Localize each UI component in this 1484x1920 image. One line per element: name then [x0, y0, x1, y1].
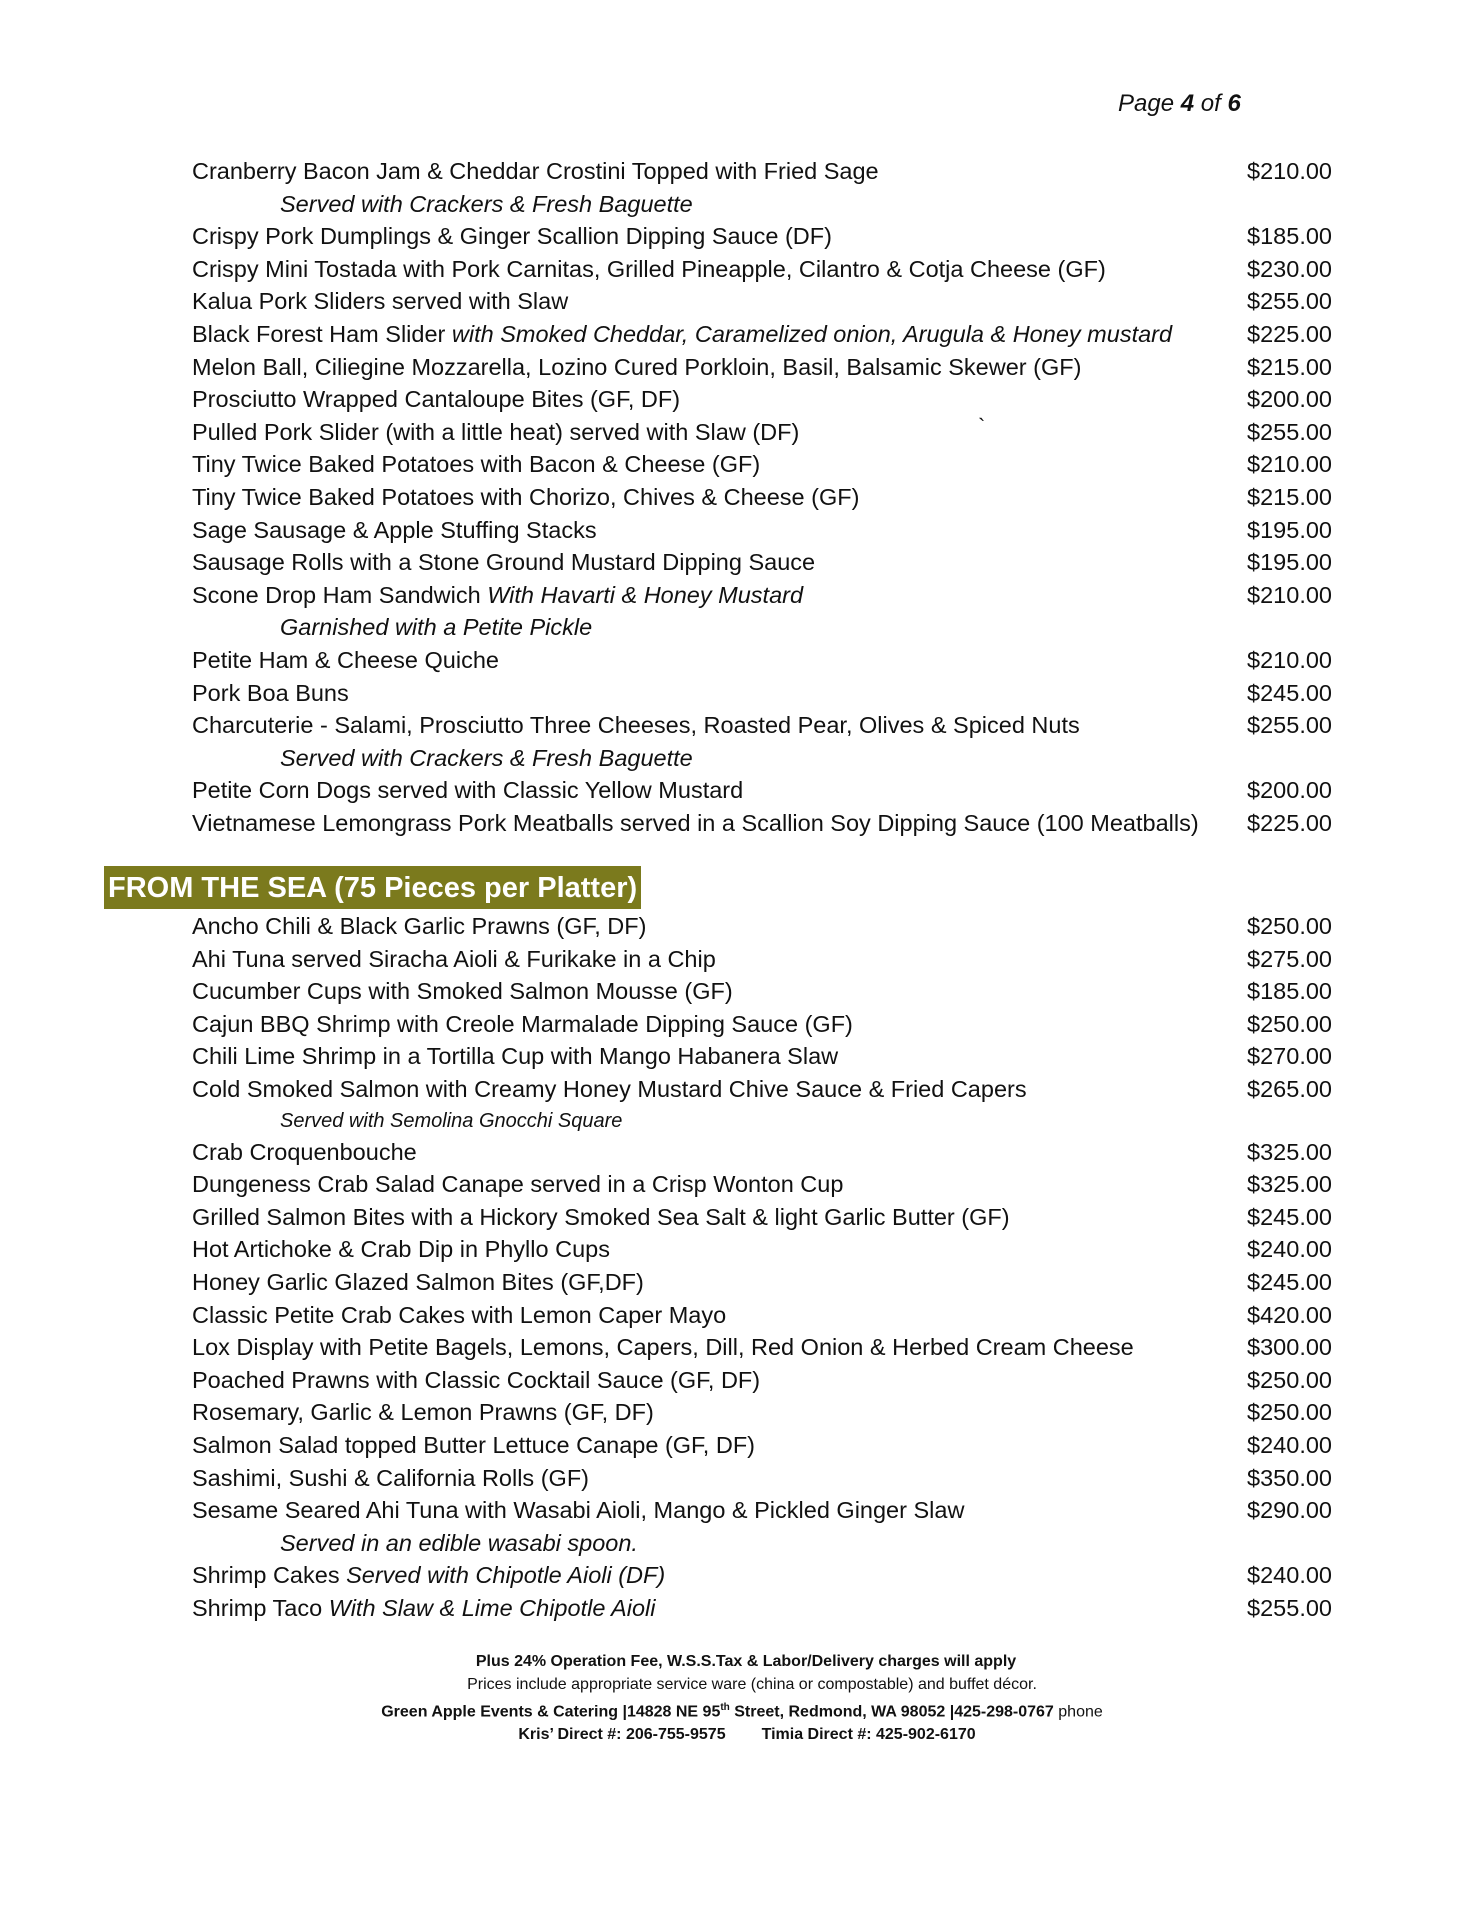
menu-item-note: [192, 188, 1332, 221]
menu-item-description: With Slaw & Lime Chipotle Aioli: [328, 1594, 656, 1621]
menu-item-title: Ancho Chili & Black Garlic Prawns (GF, DF): [192, 913, 647, 939]
menu-item-note-text: Garnished with a Petite Pickle: [280, 614, 593, 641]
menu-item-name: [192, 807, 1199, 840]
menu-item-name: [192, 546, 815, 579]
menu-item: [192, 644, 1332, 677]
menu-item: [192, 910, 1332, 943]
menu-item: [192, 1136, 1332, 1169]
menu-item-note: [192, 611, 1332, 644]
menu-item-price: $200.00: [1247, 777, 1332, 804]
menu-item-title: Shrimp Cakes: [192, 1562, 347, 1589]
footer-address-a: Green Apple Events & Catering |14828 NE 95: [381, 1703, 721, 1721]
menu-item: [192, 1040, 1332, 1073]
footer-direct-lines: [0, 1723, 1484, 1746]
menu-item-title: Melon Ball, Ciliegine Mozzarella, Lozino Cured Porkloin, Basil, Balsamic Skewer (GF): [192, 353, 1082, 380]
section-header-from-the-sea: FROM THE SEA (75 Pieces per Platter): [104, 866, 641, 909]
menu-item-price: $255.00: [1247, 418, 1332, 445]
menu-item-name: [192, 677, 349, 710]
menu-item-title: Pork Boa Buns: [192, 679, 349, 706]
menu-item-price: $325.00: [1247, 1171, 1332, 1198]
menu-item-name: [192, 1429, 755, 1462]
menu-item: [192, 774, 1332, 807]
menu-item-price: $240.00: [1247, 1431, 1332, 1458]
menu-item-name: [192, 1592, 655, 1625]
menu-item-title: Scone Drop Ham Sandwich: [192, 581, 488, 608]
menu-item-note: [192, 742, 1332, 775]
menu-item-price: $250.00: [1247, 1366, 1332, 1393]
menu-item-price: $290.00: [1247, 1497, 1332, 1524]
menu-item-price: $225.00: [1247, 809, 1332, 836]
menu-item-title: Crispy Mini Tostada with Pork Carnitas, Grilled Pineapple, Cilantro & Cotja Cheese (GF): [192, 255, 1106, 282]
footer-serviceware: Prices include appropriate service ware (china or compostable) and buffet décor.: [467, 1676, 1037, 1693]
menu-item-price: $200.00: [1247, 386, 1332, 413]
menu-item-title: Sausage Rolls with a Stone Ground Mustard Dipping Sauce: [192, 549, 816, 576]
menu-item-price: $255.00: [1247, 712, 1332, 739]
menu-item-title: Hot Artichoke & Crab Dip in Phyllo Cups: [192, 1236, 610, 1263]
menu-item-price: $275.00: [1247, 945, 1332, 972]
menu-item-note-text: Served in an edible wasabi spoon.: [280, 1529, 638, 1556]
menu-item: [192, 416, 1332, 449]
menu-item-name: [192, 1040, 838, 1073]
menu-item-name: [192, 1364, 760, 1397]
menu-item: [192, 448, 1332, 481]
menu-item-price: $250.00: [1247, 913, 1332, 939]
menu-item-title: Prosciutto Wrapped Cantaloupe Bites (GF, DF): [192, 386, 681, 413]
menu-item-price: $245.00: [1247, 679, 1332, 706]
menu-item-title: Sashimi, Sushi & California Rolls (GF): [192, 1464, 589, 1491]
menu-item: [192, 1201, 1332, 1234]
menu-item-title: Lox Display with Petite Bagels, Lemons, Capers, Dill, Red Onion & Herbed Cream Cheese: [192, 1334, 1134, 1361]
menu-item-title: Grilled Salmon Bites with a Hickory Smoked Sea Salt & light Garlic Butter (GF): [192, 1203, 1010, 1230]
footer-address-b: Street, Redmond, WA 98052 |425-298-0767: [729, 1703, 1054, 1721]
menu-item-title: Vietnamese Lemongrass Pork Meatballs served in a Scallion Soy Dipping Sauce (100 Meatballs): [192, 809, 1199, 836]
menu-item: [192, 1462, 1332, 1495]
stray-mark: `: [978, 414, 986, 439]
menu-item-title: Cucumber Cups with Smoked Salmon Mousse (GF): [192, 978, 733, 1005]
menu-item-note: [192, 1106, 1332, 1136]
menu-item-title: Pulled Pork Slider (with a little heat) served with Slaw (DF): [192, 418, 800, 445]
menu-item-title: Chili Lime Shrimp in a Tortilla Cup with Mango Habanera Slaw: [192, 1043, 839, 1070]
menu-item: [192, 1429, 1332, 1462]
menu-item-note: [192, 1527, 1332, 1560]
menu-item-title: Cranberry Bacon Jam & Cheddar Crostini Topped with Fried Sage: [192, 158, 879, 184]
footer-address-sup: th: [720, 1702, 730, 1713]
menu-item-name: [192, 383, 680, 416]
menu-item-name: [192, 1073, 1027, 1106]
menu-item-price: $185.00: [1247, 978, 1332, 1005]
menu-item-name: [192, 1136, 417, 1169]
menu-item-title: Sage Sausage & Apple Stuffing Stacks: [192, 516, 597, 543]
menu-item-name: [192, 285, 568, 318]
menu-item: [192, 1592, 1332, 1625]
menu-item-price: $325.00: [1247, 1138, 1332, 1165]
menu-item-name: [192, 481, 859, 514]
menu-item-title: Tiny Twice Baked Potatoes with Chorizo, Chives & Cheese (GF): [192, 483, 860, 510]
menu-item-title: Crab Croquenbouche: [192, 1138, 417, 1165]
menu-item: [192, 1494, 1332, 1527]
menu-item-price: $215.00: [1247, 483, 1332, 510]
pork-menu-list: [192, 155, 1332, 839]
menu-item-note-text: Served with Crackers & Fresh Baguette: [280, 190, 693, 217]
menu-item-price: $420.00: [1247, 1301, 1332, 1328]
menu-item: [192, 318, 1332, 351]
menu-item-price: $245.00: [1247, 1203, 1332, 1230]
menu-item-title: Honey Garlic Glazed Salmon Bites (GF,DF): [192, 1268, 644, 1295]
menu-item-price: $255.00: [1247, 1594, 1332, 1621]
menu-item-name: [192, 253, 1106, 286]
menu-item-title: Sesame Seared Ahi Tuna with Wasabi Aioli, Mango & Pickled Ginger Slaw: [192, 1497, 965, 1524]
menu-item-name: [192, 1168, 843, 1201]
menu-item: [192, 975, 1332, 1008]
menu-item: [192, 546, 1332, 579]
menu-item: [192, 943, 1332, 976]
menu-item-name: [192, 1559, 665, 1592]
menu-item-price: $215.00: [1247, 353, 1332, 380]
page-of: of: [1194, 90, 1228, 117]
menu-item: [192, 1008, 1332, 1041]
menu-item-name: [192, 943, 716, 976]
menu-item: [192, 253, 1332, 286]
menu-item-name: [192, 910, 646, 943]
footer-timia-direct: Timia Direct #: 425-902-6170: [761, 1726, 976, 1744]
menu-item: [192, 285, 1332, 318]
menu-item-price: $230.00: [1247, 255, 1332, 282]
page-number: [1118, 90, 1241, 118]
menu-item-price: $255.00: [1247, 288, 1332, 315]
menu-item-title: Petite Ham & Cheese Quiche: [192, 646, 499, 673]
footer: [0, 1650, 1484, 1746]
menu-item-name: [192, 709, 1080, 742]
menu-item-title: Cajun BBQ Shrimp with Creole Marmalade Dipping Sauce (GF): [192, 1010, 853, 1037]
menu-item: [192, 1559, 1332, 1592]
menu-item-price: $185.00: [1247, 223, 1332, 250]
footer-address: [0, 1696, 1484, 1723]
menu-item: [192, 677, 1332, 710]
menu-item-price: $225.00: [1247, 320, 1332, 347]
menu-item-price: $245.00: [1247, 1268, 1332, 1295]
page-total: 6: [1227, 90, 1241, 117]
menu-item-name: [192, 514, 597, 547]
menu-item-name: [192, 1233, 610, 1266]
menu-item-name: [192, 416, 799, 449]
menu-item-title: Tiny Twice Baked Potatoes with Bacon & Cheese (GF): [192, 451, 761, 478]
menu-item-price: $300.00: [1247, 1334, 1332, 1361]
menu-item-name: [192, 448, 760, 481]
footer-kris-direct: Kris’ Direct #: 206-755-9575: [518, 1726, 726, 1744]
menu-item-name: [192, 579, 803, 612]
menu-item-name: [192, 1201, 1010, 1234]
menu-item-price: $265.00: [1247, 1075, 1332, 1102]
menu-item: [192, 155, 1332, 188]
menu-item: [192, 383, 1332, 416]
menu-item-price: $210.00: [1247, 646, 1332, 673]
menu-item-title: Classic Petite Crab Cakes with Lemon Caper Mayo: [192, 1301, 727, 1328]
menu-item: [192, 1396, 1332, 1429]
menu-item-description: with Smoked Cheddar, Caramelized onion, Arugula & Honey mustard: [451, 320, 1173, 347]
menu-item-title: Dungeness Crab Salad Canape served in a Crisp Wonton Cup: [192, 1171, 844, 1198]
menu-item-price: $270.00: [1247, 1043, 1332, 1070]
menu-item-title: Ahi Tuna served Siracha Aioli & Furikake in a Chip: [192, 945, 716, 972]
menu-item-title: Crispy Pork Dumplings & Ginger Scallion Dipping Sauce (DF): [192, 223, 832, 250]
menu-item-title: Rosemary, Garlic & Lemon Prawns (GF, DF): [192, 1399, 654, 1426]
menu-item: [192, 709, 1332, 742]
menu-item-price: $195.00: [1247, 549, 1332, 576]
menu-item-name: [192, 1299, 726, 1332]
menu-item-title: Shrimp Taco: [192, 1594, 329, 1621]
menu-item-note-text: Served with Semolina Gnocchi Square: [280, 1109, 623, 1132]
page-prefix: Page: [1118, 90, 1181, 117]
menu-item: [192, 1299, 1332, 1332]
menu-item-price: $240.00: [1247, 1236, 1332, 1263]
menu-item-note-text: Served with Crackers & Fresh Baguette: [280, 744, 693, 771]
menu-item-name: [192, 1266, 644, 1299]
menu-item: [192, 1364, 1332, 1397]
menu-item-price: $210.00: [1247, 451, 1332, 478]
menu-item-price: $240.00: [1247, 1562, 1332, 1589]
menu-item: [192, 351, 1332, 384]
menu-item: [192, 1266, 1332, 1299]
menu-item-price: $250.00: [1247, 1010, 1332, 1037]
menu-item-price: $210.00: [1247, 158, 1332, 184]
menu-item-title: Kalua Pork Sliders served with Slaw: [192, 288, 569, 315]
menu-item: [192, 1331, 1332, 1364]
menu-item-name: [192, 1331, 1134, 1364]
menu-item: [192, 579, 1332, 612]
footer-fees: Plus 24% Operation Fee, W.S.S.Tax & Labor/Delivery charges will apply: [475, 1653, 1017, 1670]
menu-item-name: [192, 318, 1172, 351]
menu-item-name: [192, 155, 879, 188]
menu-item: [192, 1073, 1332, 1106]
menu-item-price: $250.00: [1247, 1399, 1332, 1426]
menu-item-price: $195.00: [1247, 516, 1332, 543]
menu-item-title: Black Forest Ham Slider: [192, 320, 452, 347]
menu-item-name: [192, 1008, 853, 1041]
menu-item-title: Poached Prawns with Classic Cocktail Sauce (GF, DF): [192, 1366, 761, 1393]
menu-item-description: With Havarti & Honey Mustard: [487, 581, 804, 608]
menu-item: [192, 1233, 1332, 1266]
sea-menu-list: [192, 910, 1332, 1624]
footer-address-phone: phone: [1053, 1703, 1103, 1721]
menu-item-name: [192, 975, 733, 1008]
menu-item-title: Charcuterie - Salami, Prosciutto Three Cheeses, Roasted Pear, Olives & Spiced Nuts: [192, 712, 1080, 739]
menu-item-name: [192, 1462, 589, 1495]
menu-item-price: $350.00: [1247, 1464, 1332, 1491]
menu-item-description: Served with Chipotle Aioli (DF): [346, 1562, 666, 1589]
menu-item-title: Salmon Salad topped Butter Lettuce Canape (GF, DF): [192, 1431, 756, 1458]
page-current: 4: [1180, 90, 1195, 117]
menu-item: [192, 481, 1332, 514]
menu-item-price: $210.00: [1247, 581, 1332, 608]
menu-item: [192, 807, 1332, 840]
menu-item: [192, 514, 1332, 547]
menu-item-name: [192, 1494, 964, 1527]
menu-item-name: [192, 1396, 654, 1429]
menu-item-name: [192, 774, 743, 807]
menu-item-title: Petite Corn Dogs served with Classic Yellow Mustard: [192, 777, 744, 804]
menu-item: [192, 220, 1332, 253]
menu-item-name: [192, 351, 1081, 384]
menu-item-name: [192, 220, 832, 253]
menu-item-title: Cold Smoked Salmon with Creamy Honey Mustard Chive Sauce & Fried Capers: [192, 1075, 1027, 1102]
menu-item-name: [192, 644, 499, 677]
menu-item: [192, 1168, 1332, 1201]
